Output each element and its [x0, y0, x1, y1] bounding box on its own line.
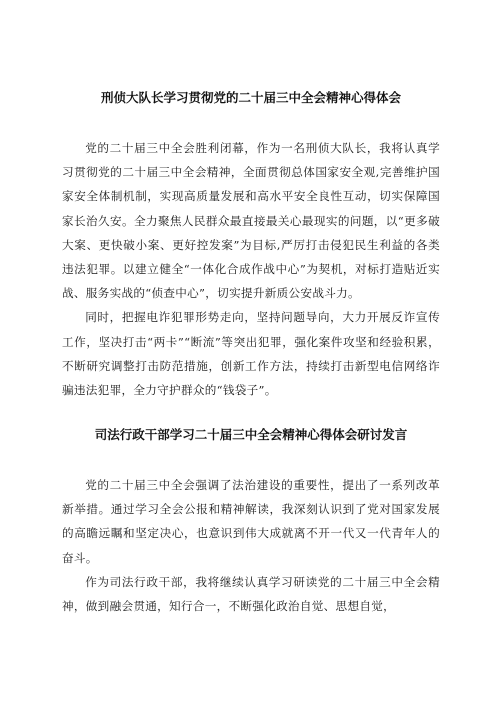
paragraph: 同时，把握电诈犯罪形势走向，坚持问题导向，大力开展反诈宣传工作，坚决打击“两卡”“断流”等突出犯罪，强化案件攻坚和经验积累，不断研究调整打击防范措施，创新工作方法，持续打击新型电信网络诈骗违法犯罪，全力守护群众的“钱袋子”。 — [62, 310, 440, 398]
article-section-2 — [62, 425, 440, 618]
article-title-1: 刑侦大队长学习贯彻党的二十届三中全会精神心得体会 — [100, 90, 401, 105]
paragraph: 党的二十届三中全会胜利闭幕，作为一名刑侦大队长，我将认真学习贯彻党的二十届三中全会精神，全面贯彻总体国家安全观,完善维护国家安全体制机制，实现高质量发展和高水平安全良性互动，切实保障国家长治久安。全力聚焦人民群众最直接最关心最现实的问题，以“更多破大案、更快破小案、更好控发案”为目标,严厉打击侵犯民生利益的各类违法犯罪。以建立健全“一体化合成作战中心”为契机，对标打造贴近实战、服务实战的“侦查中心”，切实提升新质公安战斗力。 — [62, 141, 440, 301]
article-body-2 — [62, 473, 440, 618]
article-title-2: 司法行政干部学习二十届三中全会精神心得体会研讨发言 — [94, 427, 408, 442]
paragraph: 党的二十届三中全会强调了法治建设的重要性，提出了一系列改革新举措。通过学习全会公报和精神解读，我深刻认识到了党对国家发展的高瞻远瞩和坚定决心，也意识到伟大成就离不开一代又一代青年人的奋斗。 — [62, 478, 440, 565]
article-section-1 — [62, 88, 440, 402]
paragraph: 作为司法行政干部，我将继续认真学习研读党的二十届三中全会精神，做到融会贯通，知行合一，不断强化政治自觉、思想自觉， — [62, 574, 440, 614]
article-body-1 — [62, 136, 440, 402]
